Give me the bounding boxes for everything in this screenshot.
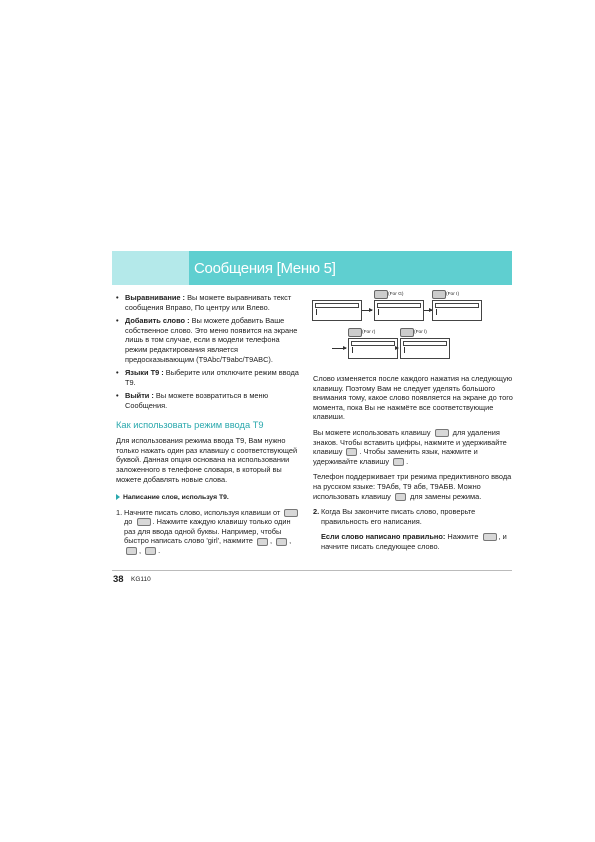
page-number: 38	[113, 574, 124, 585]
paragraph-text: . Чтобы заменить язык, нажмите и удерживайте клавишу	[313, 447, 478, 466]
phone-screen	[400, 338, 450, 359]
key-7-icon	[126, 547, 137, 555]
key-5-icon	[400, 328, 414, 337]
list-item	[116, 293, 302, 312]
arrow-icon	[332, 348, 346, 349]
paragraph-text: для удаления знаков. Чтобы вставить цифры, нажмите и удерживайте клавишу	[313, 427, 507, 457]
separator: ,	[269, 536, 273, 546]
paragraph-label: Если слово написано правильно:	[321, 532, 446, 542]
diagram-label: (For r)	[362, 330, 376, 335]
step-text: Когда Вы закончите писать слово, проверьте правильность его написания.	[321, 507, 476, 526]
step-text: Начните писать слово, используя клавиши от	[124, 507, 281, 517]
key-4-icon	[374, 290, 388, 299]
key-4-icon	[257, 538, 268, 546]
paragraph: Слово изменяется после каждого нажатия на следующую клавишу. Поэтому Вам не следует уделять большого внимания тому, какое слово появляется на экране до того момента, пока Вы не нажмёте все соответствующие клавиши.	[313, 374, 513, 422]
bullet-label: Выравнивание :	[125, 293, 186, 302]
paragraph-text: .	[406, 456, 409, 466]
key-4-icon	[432, 290, 446, 299]
sub-heading: Написание слов, используя T9.	[116, 493, 302, 503]
bullet-text: Вы можете добавить Ваше собственное слово. Это меню появится на экране лишь в том случае, если в модели телефона режим редактирования является предосказывающим (T9Abc/T9abc/T9ABC).	[125, 316, 298, 364]
paragraph	[313, 532, 513, 551]
phone-screen	[312, 300, 362, 321]
clear-key-icon	[435, 429, 449, 437]
diagram-label: (For I)	[446, 292, 460, 297]
header-accent	[112, 251, 189, 285]
paragraph	[313, 428, 513, 466]
phone-screen	[432, 300, 482, 321]
step-item	[116, 508, 302, 556]
paragraph	[313, 472, 513, 501]
zero-key-icon	[483, 533, 497, 541]
arrow-icon	[362, 310, 372, 311]
step-number: 1.	[116, 507, 123, 517]
list-item	[116, 368, 302, 387]
paragraph-text: Телефон поддерживает три режима предиктивного ввода на русском языке: T9Абв, T9 абв, T9АБВ. Можно использовать клавишу	[313, 472, 512, 501]
page-title: Сообщения [Меню 5]	[194, 260, 336, 277]
bullet-text: Вы можете выравнивать текст сообщения Вправо, По центру или Влево.	[125, 293, 292, 312]
diagram-label: (For G)	[388, 292, 404, 297]
step-item	[313, 507, 513, 526]
star-key-icon	[393, 458, 404, 466]
key-2-icon	[284, 509, 298, 517]
list-item	[116, 316, 302, 364]
footer-divider	[112, 570, 512, 571]
section-title: Как использовать режим ввода T9	[116, 419, 264, 430]
paragraph-text: для замены режима.	[409, 491, 482, 501]
t9-diagram	[312, 290, 512, 370]
hash-key-icon	[395, 493, 406, 501]
bullet-text: Вы можете возвратиться в меню Сообщения.	[125, 391, 269, 410]
step-text: до	[124, 517, 133, 527]
key-4-icon	[276, 538, 287, 546]
bullet-label: Добавить слово :	[125, 316, 190, 326]
left-column	[116, 293, 302, 562]
key-9-icon	[137, 518, 151, 526]
bullet-text: Выберите или отключите режим ввода T9.	[125, 368, 299, 387]
diagram-label: (For l)	[414, 330, 427, 335]
step-text: . Нажмите каждую клавишу только один раз для ввода одной буквы. Например, чтобы быстро написать слово 'girl', нажмите	[124, 517, 291, 546]
bullet-label: Языки Т9 :	[125, 368, 164, 378]
right-column	[313, 374, 513, 558]
arrow-icon	[424, 310, 432, 311]
model-name: KG110	[131, 576, 151, 583]
key-7-icon	[348, 328, 362, 337]
section-text: Для использования режима ввода T9, Вам нужно только нажать один раз клавишу с соответствующей буквой. Данная опция основана на использовании заложенного в телефоне словаря, в который вы можете добавлять новые слова.	[116, 436, 298, 484]
phone-screen	[374, 300, 424, 321]
list-item	[116, 391, 302, 410]
paragraph-text: Вы можете использовать клавишу	[313, 427, 431, 437]
separator: ,	[289, 536, 292, 546]
phone-screen	[348, 338, 398, 359]
paragraph-text: Нажмите	[445, 532, 479, 542]
step-number: 2.	[313, 507, 320, 517]
key-5-icon	[145, 547, 156, 555]
paragraph-text: , и начните писать следующее слово.	[321, 532, 507, 551]
separator: ,	[139, 546, 142, 556]
separator: .	[158, 546, 161, 556]
bullet-label: Выйти :	[125, 391, 154, 401]
hash-key-icon	[346, 448, 357, 456]
